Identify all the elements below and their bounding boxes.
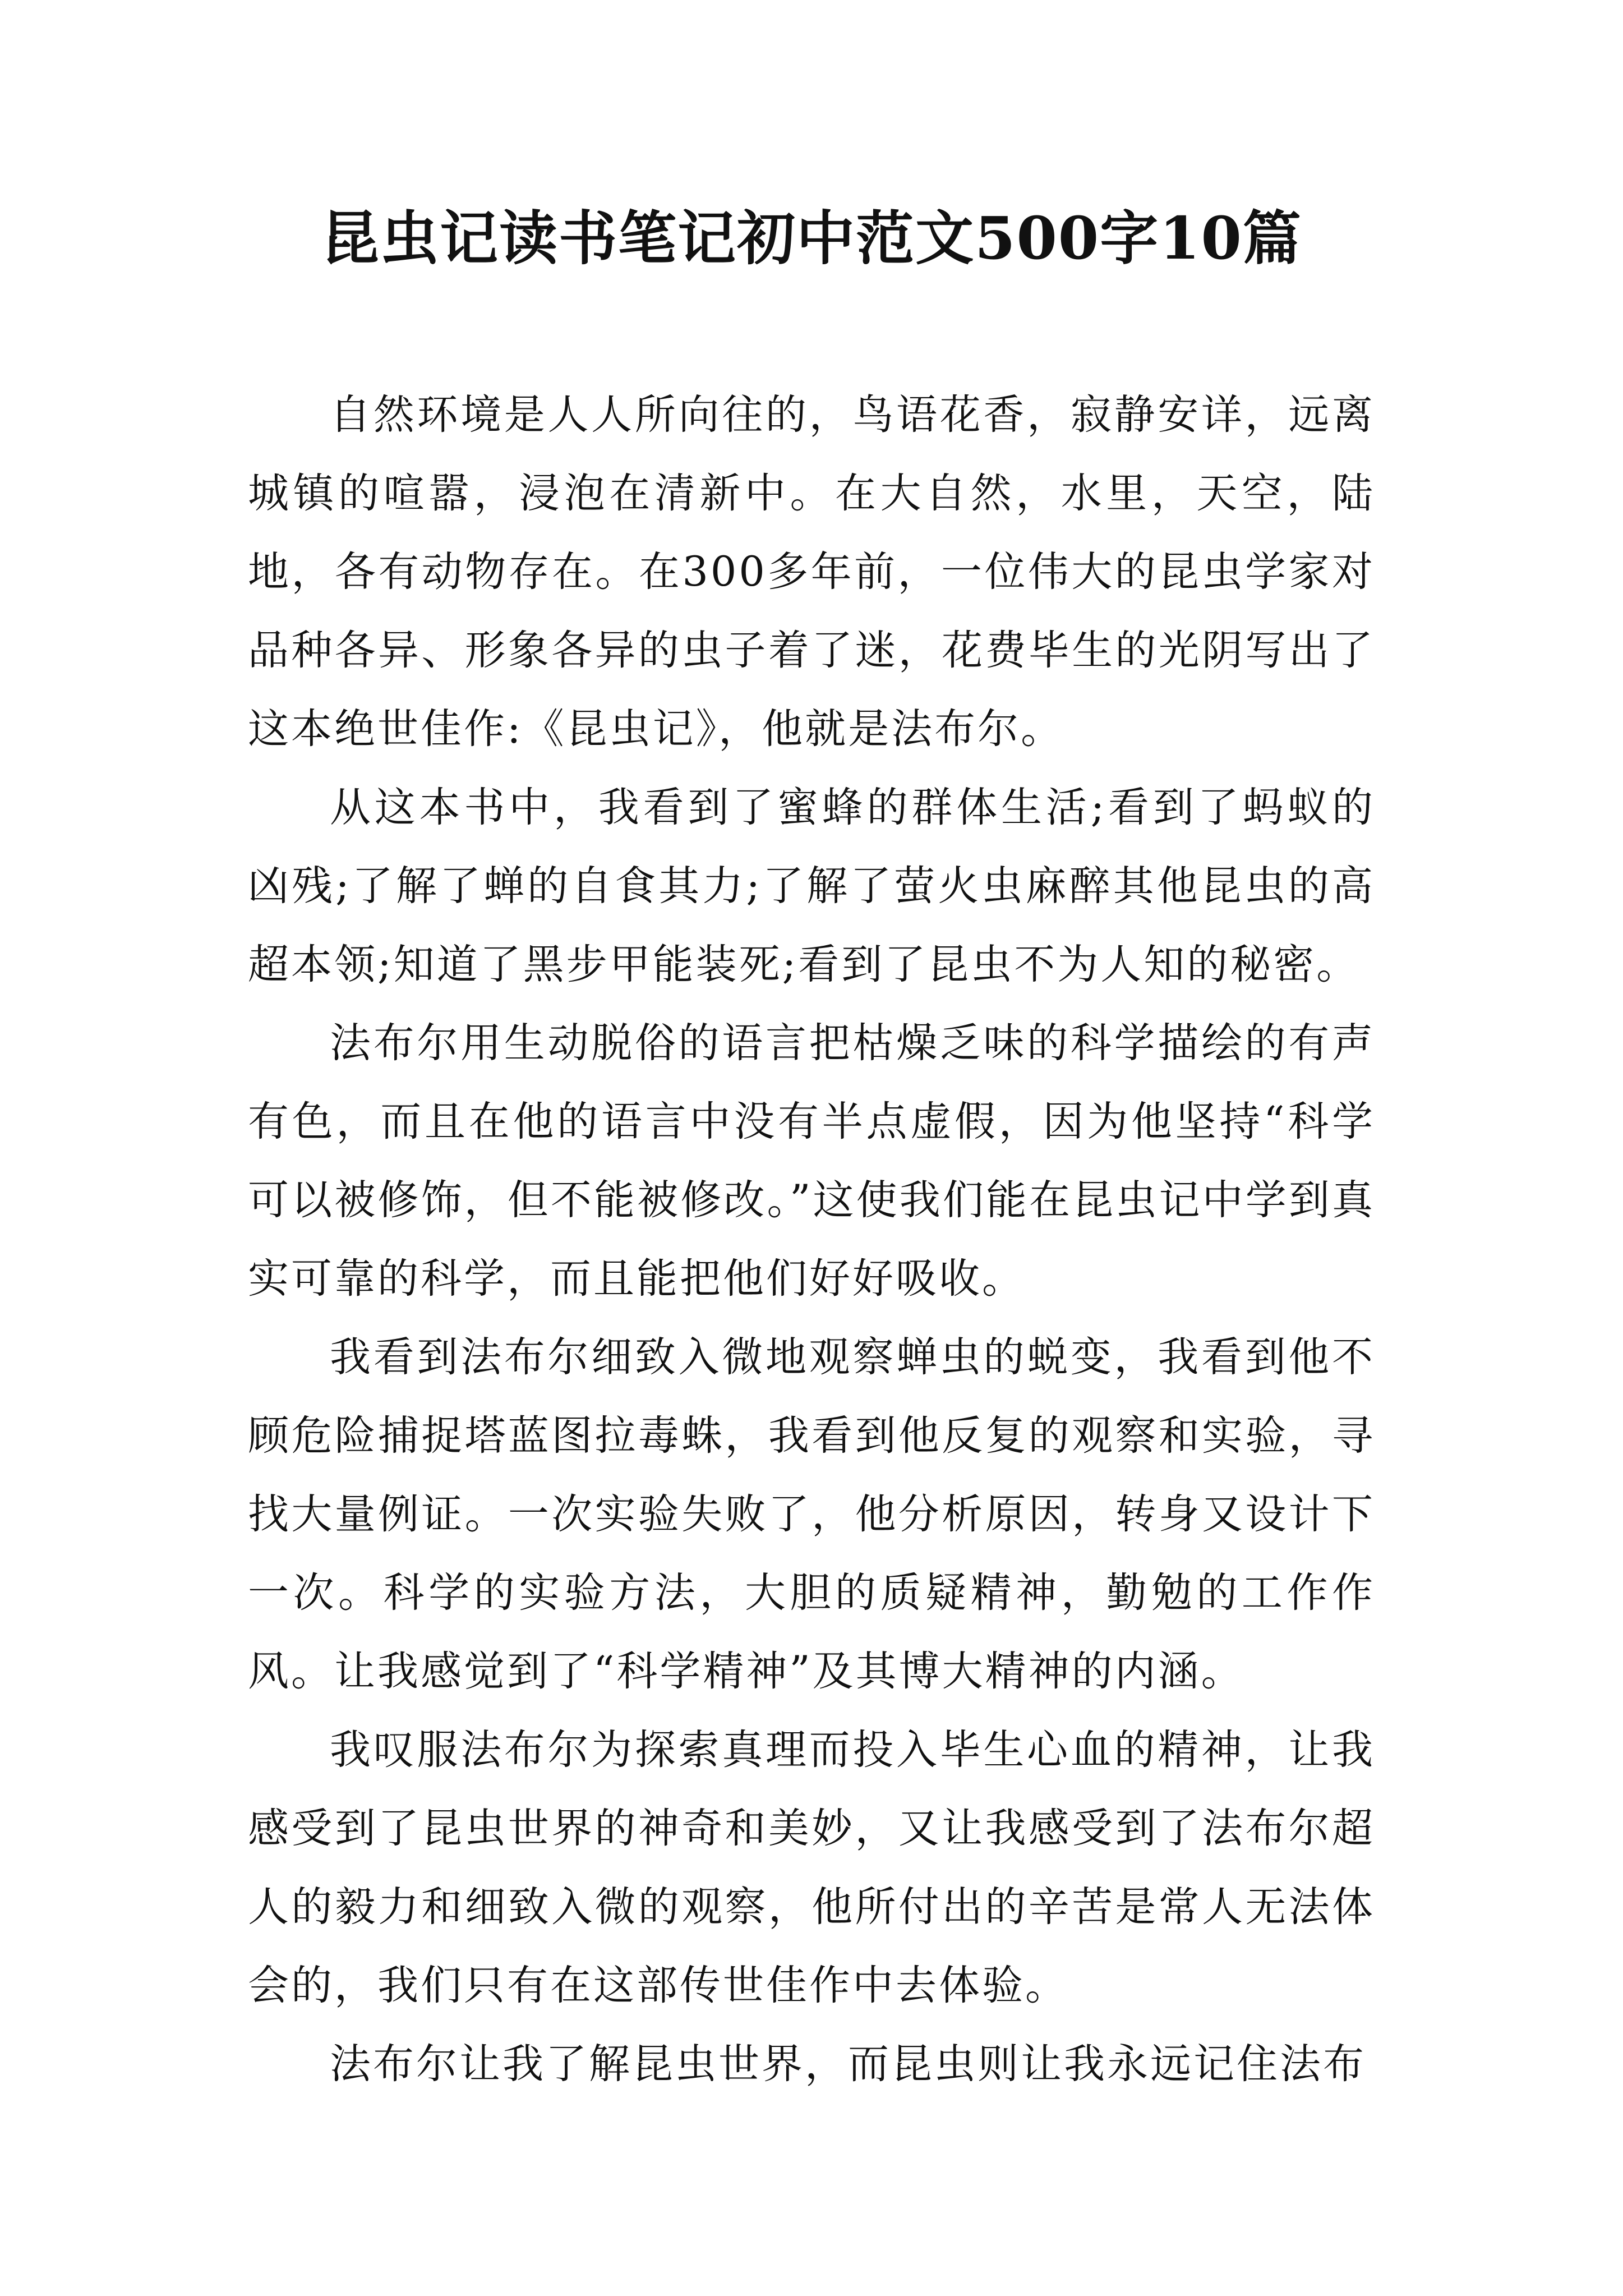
paragraph-3: 法布尔用生动脱俗的语言把枯燥乏味的科学描绘的有声有色，而且在他的语言中没有半点虚假，因为他坚持“科学可以被修饰，但不能被修改。”这使我们能在昆虫记中学到真实可靠的科学，而且能把他们好好吸收。 <box>248 1019 1375 1303</box>
document-title: 昆虫记读书笔记初中范文500字10篇 <box>321 204 1302 273</box>
paragraph-5: 我叹服法布尔为探索真理而投入毕生心血的精神，让我感受到了昆虫世界的神奇和美妙，又让我感受到了法布尔超人的毅力和细致入微的观察，他所付出的辛苦是常人无法体会的，我们只有在这部传世佳作中去体验。 <box>248 1726 1375 2009</box>
paragraph-6: 法布尔让我了解昆虫世界，而昆虫则让我永远记住法布 <box>330 2040 1366 2088</box>
paragraph-4: 我看到法布尔细致入微地观察蝉虫的蜕变，我看到他不顾危险捕捉塔蓝图拉毒蛛，我看到他反复的观察和实验，寻找大量例证。一次实验失败了，他分析原因，转身又设计下一次。科学的实验方法，大胆的质疑精神，勤勉的工作作风。让我感觉到了“科学精神”及其博大精神的内涵。 <box>248 1333 1375 1695</box>
document-body <box>248 376 1375 2104</box>
paragraph-1: 自然环境是人人所向往的，鸟语花香，寂静安详，远离城镇的喧嚣，浸泡在清新中。在大自然，水里，天空，陆地，各有动物存在。在300多年前，一位伟大的昆虫学家对品种各异、形象各异的虫子着了迷，花费毕生的光阴写出了这本绝世佳作:《昆虫记》，他就是法布尔。 <box>248 391 1375 753</box>
paragraph-2: 从这本书中，我看到了蜜蜂的群体生活;看到了蚂蚁的凶残;了解了蝉的自食其力;了解了萤火虫麻醉其他昆虫的高超本领;知道了黑步甲能装死;看到了昆虫不为人知的秘密。 <box>248 784 1375 988</box>
